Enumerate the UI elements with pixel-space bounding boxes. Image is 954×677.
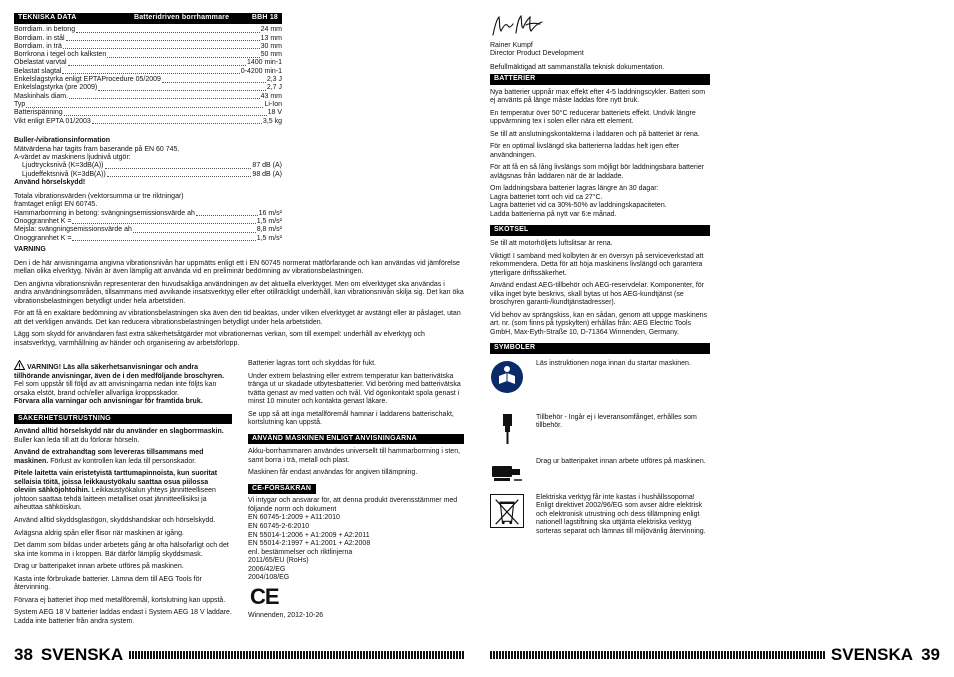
ce-line: EN 55014-1:2006 + A1:2009 + A2:2011 <box>248 531 370 539</box>
leader-dots <box>162 81 266 83</box>
spec-value: 13 mm <box>260 34 282 42</box>
battery-paragraph: För att få en så lång livslängs som möjligt bör laddningsbara batterier avlägsnas från laddaren när de är laddade. <box>490 164 704 180</box>
varning-section <box>14 246 464 352</box>
battery-paragraph: Nya batterier uppnår max effekt efter 4-5 laddningscykler. Batteri som ej använts på länge måste laddas före nytt bruk. <box>490 88 706 105</box>
warning-bold: VARNING! Läs alla säkerhetsanvisningar och andra tillhörande anvisningar, även de i den medföljande broschyren. <box>14 364 225 380</box>
spec-row <box>14 110 282 118</box>
spec-value: 87 dB (A) <box>252 162 282 170</box>
tech-header-col3: BBH 18 <box>251 14 279 21</box>
battery-paragraph: Om laddningsbara batterier lagras längre än 30 dagar: Lagra batteriet torrt och vid ca 27°C. Lagra batteriet vid ca 30%-50% av laddningskapaciteten. Ladda batterierna på nytt var 6:e månad. <box>490 185 667 218</box>
spec-label: Borrdiam. in stål <box>14 34 65 42</box>
noise-line-2: A-värdet av maskinens ljudnivå utgör: <box>14 154 131 162</box>
safety-3-text: Leikkaustyökalun yhteys jännitteelliseen johtoon saattaa tehdä laitteen metalliset osat jännitteellisiksi ja aiheuttaa sähköiskun. <box>14 487 216 512</box>
spec-row <box>14 51 282 59</box>
leader-dots <box>66 39 260 41</box>
ce-line: EN 55014-2:1997 + A1:2001 + A2:2008 <box>248 540 371 548</box>
spec-label: Typ <box>14 100 26 108</box>
ce-line: enl. bestämmelser och riktlinjerna <box>248 548 353 556</box>
care-paragraph: Se till att motorhöljets luftslitsar är rena. <box>490 239 613 247</box>
symbols-list <box>490 360 710 537</box>
battery-paragraph: Se till att anslutningskontakterna i laddaren och på batteriet är rena. <box>490 130 700 138</box>
page-number-left: 38 <box>14 645 33 664</box>
ce-header: CE-FÖRSÄKRAN <box>248 484 316 495</box>
spec-row <box>22 163 282 171</box>
signer-role: Director Product Development <box>490 50 584 58</box>
safety-3 <box>14 470 232 513</box>
varning-p4: Lägg som skydd för användaren fast extra säkerhetsåtgärder mot vibrationernas verkan, som till exempel: underhåll av elverktyg och insatsverktyg, varmhållning av händer och organisering av arbetsförlopp. <box>14 331 425 347</box>
spec-value: 1,5 m/s² <box>256 234 282 242</box>
leader-dots <box>72 222 255 224</box>
spec-value: 2,3 J <box>266 76 282 84</box>
leader-dots <box>26 106 263 108</box>
spec-value: 0-4200 min-1 <box>240 67 282 75</box>
care-paragraph: Vid behov av sprängskiss, kan en sådan, genom att uppge maskinens art. nr. (som finns på typskylten) erhållas från: AEG Electric Tools GmbH, Max-Eyth-Straße 10, D-71364 Winnenden, Germany. <box>490 311 708 336</box>
read-manual-icon <box>490 360 524 394</box>
spec-label: Belastat slagtal <box>14 67 62 75</box>
safety-6: Det damm som bildas under arbetets gång är ofta hälsofarligt och det ska inte komma in i kroppen. Bär därför lämplig skyddsmask. <box>14 542 229 558</box>
spec-label: Batterispänning <box>14 109 63 117</box>
symbol-text-4: Elektriska verktyg får inte kastas i hushållssoporna! Enligt direktivet 2002/96/EG som avser äldre elektrisk och elektronisk utrustning och dess tillämpning enligt nationell lagstiftning ska uttjänta elektriska verktyg sorteras separat och lämnas till miljövänlig återvinning. <box>536 493 706 535</box>
spec-label: Obelastat varvtal <box>14 59 67 67</box>
ce-line: 2004/108/EG <box>248 574 290 582</box>
noise-warning: Använd hörselskydd! <box>14 179 86 187</box>
leader-dots <box>196 214 258 216</box>
spec-row <box>14 27 282 35</box>
leader-dots <box>76 31 260 33</box>
spec-row <box>14 85 282 93</box>
spec-row <box>14 218 282 226</box>
symbol-text-1: Läs instruktionen noga innan du startar maskinen. <box>536 359 691 367</box>
leader-dots <box>105 167 252 169</box>
spec-value: 2,7 J <box>266 84 282 92</box>
spec-row <box>14 101 282 109</box>
signer-authorized: Befullmäktigad att sammanställa teknisk dokumentation. <box>490 63 665 71</box>
left-footer <box>14 645 464 667</box>
col2-p3: Se upp så att inga metallföremål hamnar i laddarens batterischakt, kortslutning kan uppstå. <box>248 410 454 427</box>
usage-header: ANVÄND MASKINEN ENLIGT ANVISNINGARNA <box>248 434 464 445</box>
symbol-row <box>490 360 710 412</box>
spec-value: 50 mm <box>260 51 282 59</box>
vibration-rows <box>14 210 282 243</box>
leader-dots <box>72 239 255 241</box>
ce-line: Vi intygar och ansvarar för, att denna produkt överensstämmer med följande norm och dokument <box>248 497 458 513</box>
spec-row <box>14 235 282 243</box>
battery-paragraph: En temperatur över 50°C reducerar batteriets effekt. Undvik längre uppvärmning tex i solen eller nära ett element. <box>490 109 696 126</box>
col2-p2: Under extrem belastning eller extrem temperatur kan batterivätska tränga ut ur skadade utbytesbatterier. Vid beröring med batterivätska tvätta genast av med vatten och tvål. Vid ögonkontakt spola genast i minst 10 minuter och kontakta genast läkare. <box>248 372 461 406</box>
safety-7: Drag ur batteripaket innan arbete utföres på maskinen. <box>14 563 184 571</box>
spec-label: Borrkrona i tegel och kalksten <box>14 51 107 59</box>
ce-line: EN 60745-1:2009 + A11:2010 <box>248 514 340 522</box>
spec-row <box>14 43 282 51</box>
warning-keep: Förvara alla varningar och anvisningar för framtida bruk. <box>14 398 203 406</box>
safety-9: Förvara ej batteriet ihop med metallföremål, kortslutning kan uppstå. <box>14 596 226 604</box>
care-paragraph: Viktigt! I samband med kolbyten är en översyn på serviceverkstad att rekommendera. Detta för att höja maskinens livslängd och garantera ytterligare driftssäkerhet. <box>490 252 704 277</box>
safety-4: Använd alltid skyddsglasögon, skyddshandskar och hörselskydd. <box>14 516 216 524</box>
spec-value: 18 V <box>267 109 282 117</box>
tech-data-header <box>14 13 282 24</box>
symbol-text-3: Drag ur batteripaket innan arbete utföres på maskinen. <box>536 457 706 465</box>
warning-text: Fel som uppstår till följd av att anvisningarna nedan inte följts kan orsaka elstöt, brand och/eller allvarliga kroppsskador. <box>14 381 217 397</box>
care-list <box>490 240 710 337</box>
spec-label: Mejsla: svängningsemissionsvärde ah <box>14 226 132 234</box>
right-column <box>490 74 710 536</box>
spec-value: Li-Ion <box>264 100 282 108</box>
spec-value: 98 dB (A) <box>252 170 282 178</box>
ce-line: 2011/65/EU (RoHs) <box>248 557 309 565</box>
footer-stripe-left <box>129 651 464 659</box>
varning-p2: Den angivna vibrationsnivån representerar den huvudsakliga användningen av det aktuella elverktyget. Men om elverktyget ska användas i andra användningsområden, tillsammans med avvikande insatsverktyg eller efter otillräckligt underhåll, kan vibrationsnivån skilja sig. Det kan öka vibrationsbelastningen betydligt under hela arbetstiden. <box>14 280 464 305</box>
varning-p3: För att få en exaktare bedömning av vibrationsbelastningen ska även den tid beaktas, under vilken elverktyget är avstängt eller är påslaget, utan att det verkligen används. Det kan reducera vibrationsbelastningen betydligt under hela arbetstiden. <box>14 310 461 326</box>
safety-5: Avlägsna aldrig spån eller flisor när maskinen är igång. <box>14 529 184 537</box>
safety-1 <box>14 428 232 445</box>
spec-row <box>14 35 282 43</box>
warning-triangle-icon <box>14 360 25 370</box>
spec-value: 1400 min-1 <box>246 59 282 67</box>
page-number-right: 39 <box>921 645 940 664</box>
care-paragraph: Använd endast AEG-tillbehör och AEG-reservdelar. Komponenter, för vilka inget byte beskrivs, skall bytas ut hos AEG-kundtjänst (se broschyren garanti-/kundtjänstadresser). <box>490 282 705 307</box>
remove-battery-icon <box>490 454 524 488</box>
spec-label: Hammarborrning in betong: svängningsemissionsvärde ah <box>14 209 195 217</box>
batteries-list <box>490 89 710 220</box>
vibration-info <box>14 193 282 243</box>
accessory-icon <box>490 412 524 446</box>
safety-10: System AEG 18 V batterier laddas endast i System AEG 18 V laddare. Ladda inte batterier från andra system. <box>14 609 232 625</box>
safety-1-bold: Använd alltid hörselskydd när du använder en slagborrmaskin. <box>14 428 224 436</box>
safety-3-bold: Pitele laitetta vain eristetyistä tarttumapinnoista, kun suoritat sellaisia töitä, joissa leikkaustyökalu saattaa osua piilossa oleviin sähköjohtoihin. <box>14 470 218 495</box>
battery-paragraph: För en optimal livslängd ska batterierna laddas helt igen efter användningen. <box>490 143 680 159</box>
safety-2-text: Förlust av kontrollen kan leda till personskador. <box>48 457 197 465</box>
spec-row <box>14 76 282 84</box>
leader-dots <box>92 122 262 124</box>
varning-title: VARNING <box>14 246 46 253</box>
noise-rows <box>14 163 282 180</box>
spec-value: 8,8 m/s² <box>256 226 282 234</box>
spec-value: 43 mm <box>260 92 282 100</box>
noise-info <box>14 137 282 188</box>
spec-value: 16 m/s² <box>258 209 282 217</box>
safety-1-text: Buller kan leda till att du förlorar hörseln. <box>14 436 140 444</box>
ce-line: 2006/42/EG <box>248 565 286 573</box>
symbol-row <box>490 454 710 494</box>
leader-dots <box>107 56 259 58</box>
ce-line: EN 60745-2-6:2010 <box>248 522 310 530</box>
usage-2: Maskinen får endast användas för angiven tillämpning. <box>248 469 418 477</box>
leader-dots <box>69 97 260 99</box>
spec-label: Borrdiam. in betong <box>14 26 76 34</box>
spec-label: Ljudeffektsnivå (K=3dB(A)) <box>22 170 106 178</box>
spec-list <box>14 27 282 127</box>
spec-value: 24 mm <box>260 26 282 34</box>
left-column-1 <box>14 360 232 630</box>
spec-value: 3,5 kg <box>262 117 282 125</box>
spec-row <box>14 68 282 76</box>
safety-header: SÄKERHETSUTRUSTNING <box>14 414 232 425</box>
signature-image <box>490 13 548 39</box>
batteries-header: BATTERIER <box>490 74 710 85</box>
tech-data-section <box>14 13 282 243</box>
spec-row <box>14 210 282 218</box>
spec-label: Enkelslagstyrka enligt EPTAProcedure 05/2009 <box>14 76 161 84</box>
leader-dots <box>68 64 246 66</box>
spec-label: Borrdiam. in trä <box>14 42 62 50</box>
noise-line-1: Mätvärdena har tagits fram baserande på EN 60 745. <box>14 145 180 153</box>
spec-row <box>22 171 282 179</box>
language-label-right: SVENSKA <box>830 645 914 664</box>
spec-value: 1,5 m/s² <box>256 217 282 225</box>
tech-header-col1: TEKNISKA DATA <box>18 14 77 21</box>
spec-label: Onoggrannhet K = <box>14 234 72 242</box>
signer-name: Rainer Kumpf <box>490 41 533 49</box>
vibration-line-2: framtaget enligt EN 60745. <box>14 201 98 209</box>
leader-dots <box>98 89 266 91</box>
usage-1: Akku-borrhammaren användes universellt till hammarborrning i sten, samt borra i trä, metall och plast. <box>248 448 461 464</box>
symbol-row <box>490 412 710 454</box>
safety-2 <box>14 449 232 466</box>
spec-row <box>14 118 282 126</box>
spec-label: Ljudtrycksnivå (K=3dB(A)) <box>22 162 104 170</box>
leader-dots <box>63 47 260 49</box>
noise-title: Buller-/vibrationsinformation <box>14 137 111 145</box>
spec-value: 30 mm <box>260 42 282 50</box>
right-footer <box>490 645 940 667</box>
weee-bin-icon <box>490 494 524 528</box>
tech-header-col2: Batteridriven borrhammare <box>133 14 230 21</box>
care-header: SKÖTSEL <box>490 225 710 236</box>
language-label-left: SVENSKA <box>40 645 124 664</box>
leader-dots <box>107 175 252 177</box>
footer-stripe-right <box>490 651 825 659</box>
vibration-line-1: Totala vibrationsvärden (vektorsumma ur tre riktningar) <box>14 192 184 200</box>
spec-label: Enkelslagstyrka (pre 2009) <box>14 84 98 92</box>
ce-mark: CE <box>250 583 279 609</box>
leader-dots <box>64 114 267 116</box>
general-warning <box>14 360 232 407</box>
safety-8: Kasta inte förbrukade batterier. Lämna dem till AEG Tools för återvinning. <box>14 575 202 592</box>
symbol-row <box>490 494 710 537</box>
spec-label: Vikt enligt EPTA 01/2003 <box>14 117 91 125</box>
leader-dots <box>133 231 256 233</box>
ce-declaration <box>248 497 464 582</box>
spec-row <box>14 93 282 101</box>
symbols-header: SYMBOLER <box>490 343 710 354</box>
symbol-text-2: Tillbehör - Ingår ej i leveransomfånget, erhålles som tillbehör. <box>536 413 697 430</box>
safety-2-bold: Använd de extrahandtag som levereras tillsammans med maskinen. <box>14 449 204 465</box>
varning-p1: Den i de här anvisningarna angivna vibrationsnivån har uppmätts enligt ett i EN 60745 normerat mätförfarande och kan användas vid jämförelse mellan olika elverktyg. Nivån är även lämplig att använda vid en preliminär bedömning av vibrationsbelastningen. <box>14 259 460 276</box>
leader-dots <box>62 72 239 74</box>
spec-row <box>14 60 282 68</box>
spec-label: Maskinhals diam. <box>14 92 69 100</box>
col2-p1: Batterier lagras torrt och skyddas för fukt. <box>248 360 376 367</box>
spec-label: Onoggrannhet K = <box>14 217 72 225</box>
signature-block <box>490 13 710 72</box>
place-date: Winnenden, 2012-10-26 <box>248 611 324 619</box>
left-column-2 <box>248 360 464 620</box>
spec-row <box>14 226 282 234</box>
